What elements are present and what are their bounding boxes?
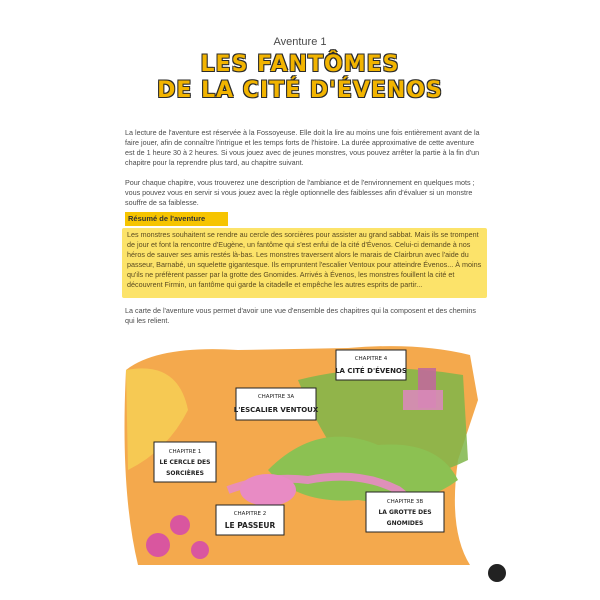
- chapter-3b-name-line-1: LA GROTTE DES: [378, 509, 432, 516]
- chapter-4-label: [335, 350, 407, 380]
- chapter-3a-label: [234, 388, 319, 420]
- map-tree: [146, 533, 170, 557]
- chapter-1-label: [154, 442, 216, 482]
- chapter-3b-number: CHAPITRE 3B: [386, 499, 424, 505]
- map-tree: [191, 541, 209, 559]
- intro-paragraph-1: La lecture de l'aventure est réservée à la Fossoyeuse. Elle doit la lire au moins une fois entièrement avant de la faire jouer, afin de connaître l'intrigue et les temps forts de l'histoire. La durée approximative de cette aventure est de 1 heure 30 à 2 heures. Si vous jouez avec de jeunes monstres, vous pouvez arrêter la partie à la fin d'un chapitre pour la reprendre plus tard, au chapitre suivant.: [125, 128, 480, 167]
- chapter-3a-name: L'ESCALIER VENTOUX: [233, 406, 319, 414]
- summary-text: Les monstres souhaitent se rendre au cercle des sorcières pour assister au grand sabbat. Mais ils se trompent de jour et font la rencontre d'Eugène, un fantôme qui s'est enfui de la cité d'Évenos. Celui-ci demande à nos héros de sauver ses amis restés là-bas. Les monstres traversent alors le marais de Clairbrun avec l'aide du passeur, Barnabé, un squelette gigantesque. Ils empruntent l'escalier Ventoux pour atteindre Évenos... À moins qu'ils ne préfèrent passer par la grotte des Gnomides. Arrivés à Évenos, les monstres fouillent la cité et découvrent Firmin, un fantôme qui garde la citadelle et empêche les autres esprits de partir...: [127, 230, 482, 289]
- summary-heading: Résumé de l'aventure: [125, 212, 228, 226]
- map-citadel-wall: [403, 390, 443, 410]
- adventure-map: [118, 340, 490, 570]
- adventure-number: Aventure 1: [273, 36, 327, 48]
- map-intro-paragraph: La carte de l'aventure vous permet d'avoir une vue d'ensemble des chapitres qui la composent et des chemins qui les relient.: [125, 306, 476, 325]
- chapter-3b-name-line-2: GNOMIDES: [386, 520, 424, 527]
- chapter-1-name-line-1: LE CERCLE DES: [159, 459, 211, 466]
- chapter-4-number: CHAPITRE 4: [354, 356, 388, 362]
- chapter-2-name: LE PASSEUR: [224, 521, 276, 530]
- chapter-4-name: LA CITÉ D'ÉVENOS: [335, 367, 407, 375]
- chapter-2-number: CHAPITRE 2: [233, 511, 267, 517]
- chapter-1-name-line-2: SORCIÈRES: [166, 470, 204, 477]
- chapter-1-number: CHAPITRE 1: [168, 449, 202, 455]
- intro-paragraph-2: Pour chaque chapitre, vous trouverez une description de l'ambiance et de l'environnement en quelques mots ; vous pouvez vous en servir si vous jouez avec la règle optionnelle des faiblesses afin d'évaluer si un monstre souffre de sa faiblesse.: [125, 178, 475, 207]
- page-corner-badge: [488, 564, 506, 582]
- chapter-2-label: [216, 505, 284, 535]
- map-rock-pink: [240, 474, 296, 506]
- page-title-line-2: DE LA CITÉ D'ÉVENOS: [157, 78, 443, 103]
- page-title-line-1: LES FANTÔMES: [200, 52, 400, 77]
- chapter-3a-number: CHAPITRE 3A: [257, 394, 295, 400]
- map-tree: [170, 515, 190, 535]
- chapter-3b-label: [366, 492, 444, 532]
